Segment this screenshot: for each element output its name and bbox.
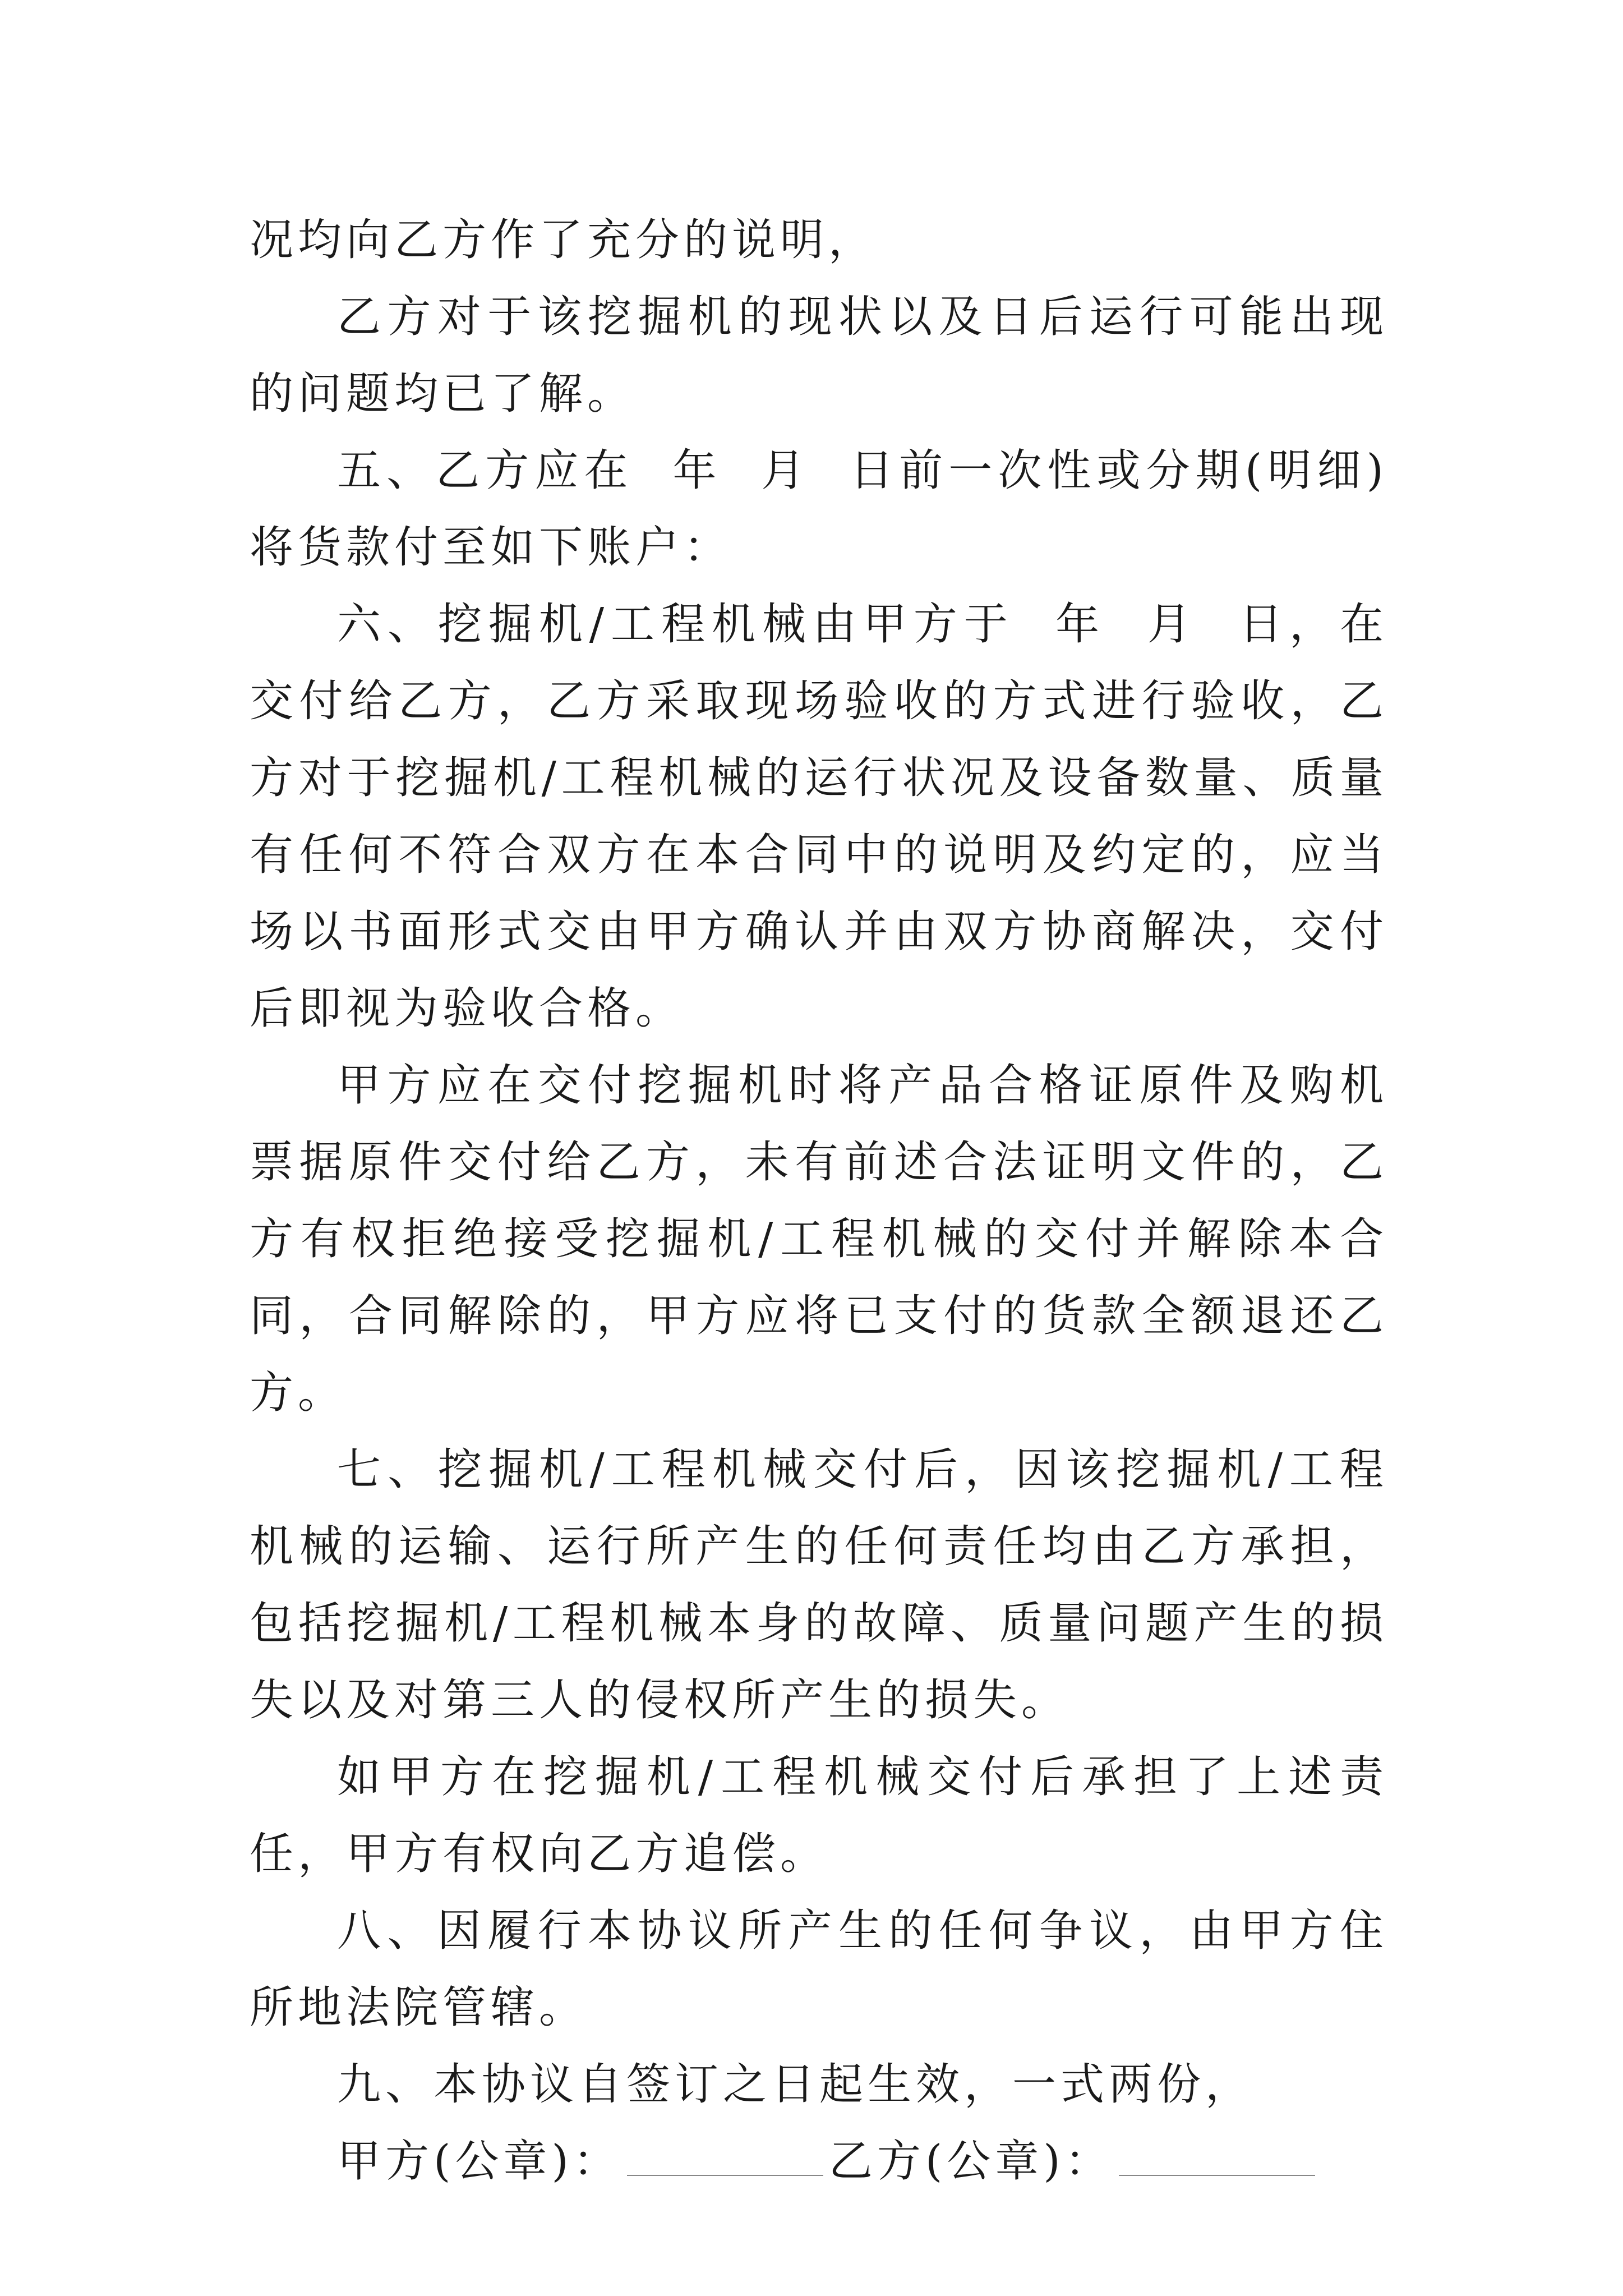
- paragraph-2: 乙方对于该挖掘机的现状以及日后运行可能出现的问题均已了解。: [250, 292, 1388, 419]
- party-b-seal-label: 乙方(公章)：: [828, 2136, 1113, 2187]
- paragraph-6-liability: 七、挖掘机/工程机械交付后，因该挖掘机/工程机械的运输、运行所产生的任何责任均由乙方承担，包括挖掘机/工程机械本身的故障、质量问题产生的损失以及对第三人的侵权所产生的损失。: [250, 1444, 1388, 1726]
- party-a-signature-blank: [627, 2174, 823, 2176]
- party-b-signature-blank: [1119, 2174, 1315, 2176]
- paragraph-8-dispute: 八、因履行本协议所产生的任何争议，由甲方住所地法院管辖。: [250, 1906, 1388, 2033]
- paragraph-1: 况均向乙方作了充分的说明，: [250, 215, 877, 265]
- party-a-seal-label: 甲方(公章)：: [337, 2136, 621, 2187]
- paragraph-9-effective: 九、本协议自签订之日起生效，一式两份，: [337, 2059, 1254, 2110]
- document-body: [250, 202, 1407, 2200]
- paragraph-7-recourse: 如甲方在挖掘机/工程机械交付后承担了上述责任，甲方有权向乙方追偿。: [250, 1752, 1388, 1879]
- paragraph-4-delivery: 六、挖掘机/工程机械由甲方于 年 月 日，在 交付给乙方，乙方采取现场验收的方式进行验收，乙方对于挖掘机/工程机械的运行状况及设备数量、质量有任何不符合双方在本合同中的说明及约定的，应当场以书面形式交由甲方确认并由双方协商解决，交付后即视为验收合格。: [250, 599, 1407, 1034]
- paragraph-5-certificate: 甲方应在交付挖掘机时将产品合格证原件及购机票据原件交付给乙方，未有前述合法证明文件的，乙方有权拒绝接受挖掘机/工程机械的交付并解除本合同，合同解除的，甲方应将已支付的货款全额退还乙方。: [250, 1060, 1388, 1418]
- paragraph-3-payment: 五、乙方应在 年 月 日前一次性或分期(明细)将货款付至如下账户：: [250, 445, 1388, 573]
- signature-line: [250, 2123, 1388, 2200]
